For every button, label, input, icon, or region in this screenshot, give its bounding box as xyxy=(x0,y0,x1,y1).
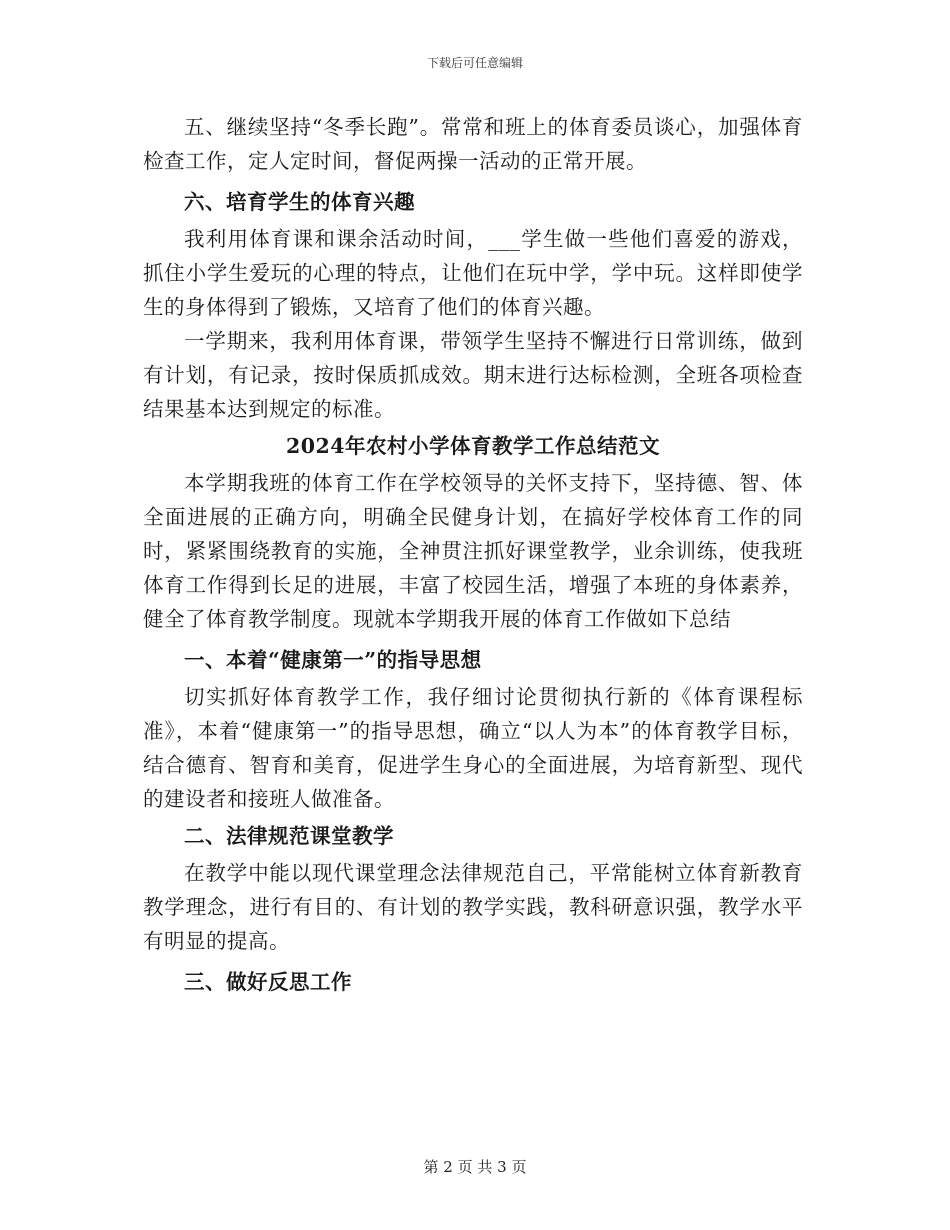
document-body xyxy=(143,110,803,1002)
paragraph-games: 我利用体育课和课余活动时间，___学生做一些他们喜爱的游戏，抓住小学生爱玩的心理的特点，让他们在玩中学，学中玩。这样即使学生的身体得到了锻炼，又培育了他们的体育兴趣。 xyxy=(143,227,803,319)
section-heading-classroom: 二、法律规范课堂教学 xyxy=(184,824,394,848)
paragraph-winter-running: 五、继续坚持“冬季长跑”。常常和班上的体育委员谈心，加强体育检查工作，定人定时间，督促两操一活动的正常开展。 xyxy=(143,115,803,173)
paragraph-curriculum-standard: 切实抓好体育教学工作，我仔细讨论贯彻执行新的《体育课程标准》，本着“健康第一”的指导思想，确立“以人为本”的体育教学目标，结合德育、智育和美育，促进学生身心的全面进展，为培育新型、现代的建设者和接班人做准备。 xyxy=(143,685,803,811)
section-heading-interest: 六、培育学生的体育兴趣 xyxy=(184,190,415,214)
paragraph-teaching-practice: 在教学中能以现代课堂理念法律规范自己，平常能树立体育新教育教学理念，进行有目的、有计划的教学实践，教科研意识强，教学水平有明显的提高。 xyxy=(143,861,803,953)
paragraph-semester-training: 一学期来，我利用体育课，带领学生坚持不懈进行日常训练，做到有计划，有记录，按时保质抓成效。期末进行达标检测，全班各项检查结果基本达到规定的标准。 xyxy=(143,329,803,421)
page-number: 第 2 页 共 3 页 xyxy=(423,1158,527,1176)
header-note: 下载后可任意编辑 xyxy=(426,56,523,70)
paragraph-intro: 本学期我班的体育工作在学校领导的关怀支持下，坚持德、智、体全面进展的正确方向，明确全民健身计划，在搞好学校体育工作的同时，紧紧围绕教育的实施，全神贯注抓好课堂教学，业余训练，使我班体育工作得到长足的进展，丰富了校园生活，增强了本班的身体素养，健全了体育教学制度。现就本学期我开展的体育工作做如下总结 xyxy=(143,471,803,631)
document-title: 2024年农村小学体育教学工作总结范文 xyxy=(285,434,661,458)
section-heading-reflection: 三、做好反思工作 xyxy=(184,970,352,994)
section-heading-health-first: 一、本着“健康第一”的指导思想 xyxy=(184,648,482,672)
